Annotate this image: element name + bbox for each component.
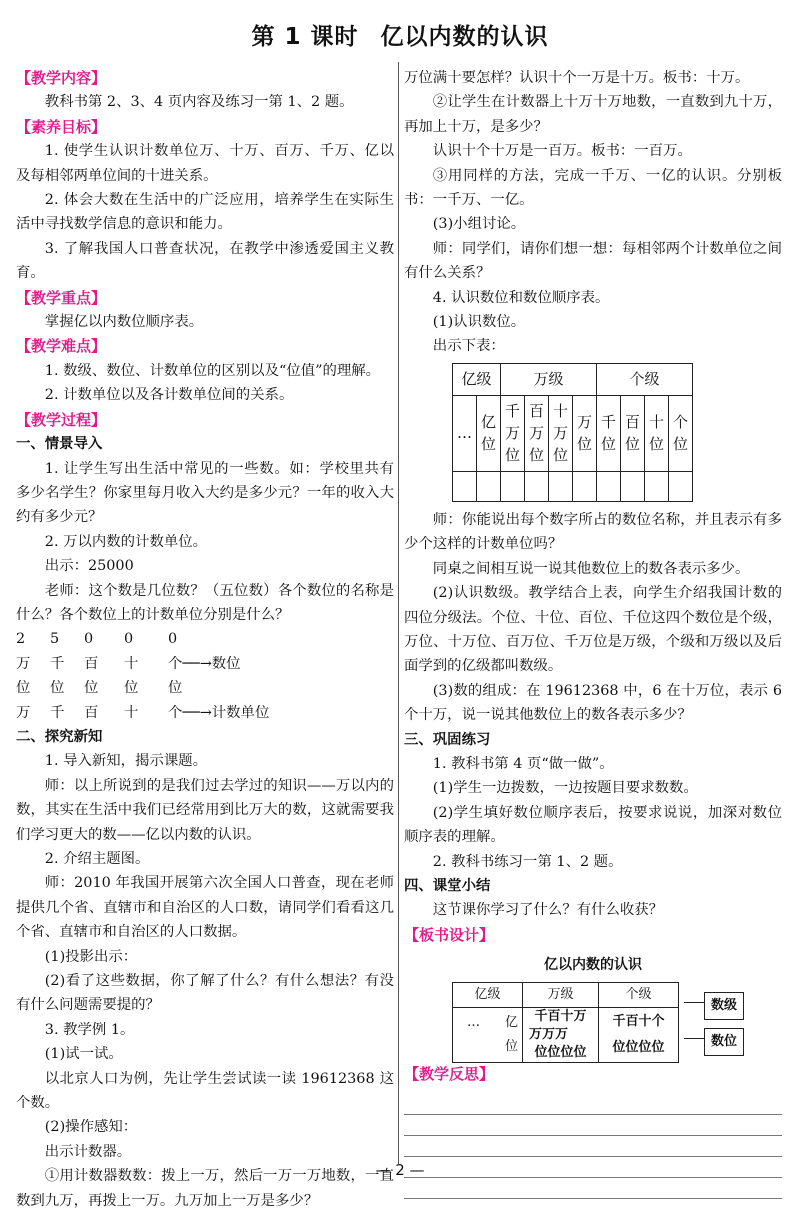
s1-para-2: 2. 万以内数的计数单位。	[44, 533, 208, 550]
blank-cell[interactable]	[501, 471, 525, 501]
s1-para-1: 1. 让学生写出生活中常见的一些数。如：学校里共有多少名学生？你家里每月收入大约是多少元？一年的收入大约有多少元？	[16, 460, 394, 526]
place-cell: 千 位	[597, 395, 621, 471]
board-design	[404, 982, 782, 1062]
unit-row: 万 千 百 十 个──→计数单位	[16, 704, 270, 721]
blank-cell[interactable]	[549, 471, 573, 501]
place-cell: 十 位	[645, 395, 669, 471]
r-para-1: 万位满十要怎样？认识十个一万是十万。板书：十万。	[404, 70, 750, 86]
blank-cell[interactable]	[525, 471, 549, 501]
s1-para-3: 出示：25000	[44, 558, 134, 575]
r-para-3: 认识十个十万是一百万。板书：一百万。	[432, 143, 692, 160]
writing-line[interactable]	[404, 1178, 782, 1199]
level-ge: 个级	[597, 363, 693, 395]
blank-cell[interactable]	[621, 471, 645, 501]
blank-cell[interactable]	[669, 471, 693, 501]
arrow-place	[684, 1038, 706, 1039]
r-para-11: 同桌之间相互说一说其他数位上的数各表示多少。	[432, 560, 750, 577]
heading-reflection: 【教学反思】	[404, 1064, 495, 1083]
r-para-4: ③用同样的方法，完成一千万、一亿的认识。分别板书：一千万、一亿。	[404, 167, 782, 209]
s2-para-7: 3. 教学例 1。	[44, 1021, 135, 1038]
r-para-8: (1)认识数位。	[432, 314, 526, 331]
column-divider	[398, 62, 399, 1164]
left-column	[16, 66, 394, 1213]
s2-para-3: 2. 介绍主题图。	[44, 851, 150, 867]
level-yi: 亿级	[453, 363, 501, 395]
r-para-9: 出示下表：	[432, 338, 505, 355]
r-para-5: (3)小组讨论。	[432, 216, 526, 233]
board-level-ge: 个级	[599, 982, 679, 1007]
s2-para-4: 师：2010 年我国开展第六次全国人口普查，现在老师提供几个省、直辖市和自治区的人口数，请同学们看看这几个省、直辖市和自治区的人口数据。	[16, 875, 394, 941]
board-ge-cell: 千百十个 位位位位	[599, 1008, 679, 1063]
teaching-content: 教科书第 2、3、4 页内容及练习一第 1、2 题。	[44, 94, 354, 111]
ellipsis-cell: …	[453, 395, 477, 471]
s2-para-2: 师：以上所说到的是我们过去学过的知识——万以内的数，其实在生活中我们已经常用到比万大的数，这就需要我们学习更大的数——亿以内数的认识。	[16, 777, 394, 843]
section-3-title: 三、巩固练习	[404, 731, 491, 748]
section-1-title: 一、情景导入	[16, 436, 103, 453]
right-column	[404, 66, 782, 1199]
s2-para-5: (1)投影出示：	[44, 948, 138, 965]
r-para-6: 师：同学们，请你们想一想：每相邻两个计数单位之间有什么关系？	[404, 240, 782, 282]
page-title	[0, 18, 800, 51]
digit-row: 2 5 0 0 0	[16, 631, 178, 648]
blank-cell[interactable]	[453, 471, 477, 501]
place-cell: 千 万 位	[501, 395, 525, 471]
blank-cell[interactable]	[597, 471, 621, 501]
s2-para-9: 以北京人口为例，先让学生尝试读一读 19612368 这个数。	[16, 1070, 394, 1112]
wei-row: 位 位 位 位 位	[16, 680, 183, 697]
heading-board-design: 【板书设计】	[404, 925, 495, 944]
heading-key-point: 【教学重点】	[16, 288, 107, 307]
board-wan-cell: 千百十万 万万万 位位位位	[523, 1008, 599, 1063]
s2-para-12: ①用计数器数数：拨上一万，然后一万一万地数，一直数到九万，再拨上一万。九万加上一万是多少？	[16, 1168, 394, 1209]
s2-para-10: (2)操作感知：	[44, 1119, 138, 1136]
label-level: 数级	[704, 992, 744, 1020]
label-place: 数位	[704, 1028, 744, 1056]
place-cell: 百 位	[621, 395, 645, 471]
r-para-12: (2)认识数级。教学结合上表，向学生介绍我国计数的四位分级法。个位、十位、百位、千位这四个数位是个级，万位、十万位、百万位、千万位是万级，个级和万级以及后面学到的亿级都叫数级。	[404, 585, 782, 675]
place-cell: 十 万 位	[549, 395, 573, 471]
lesson-topic: 亿以内数的认识	[380, 24, 549, 50]
heading-teaching-content: 【教学内容】	[16, 69, 107, 87]
difficulty-2: 2. 计数单位以及各计数单位间的关系。	[44, 387, 294, 404]
heading-process: 【教学过程】	[16, 410, 107, 429]
r-para-13: (3)数的组成：在 19612368 中，6 在十万位，表示 6 个十万，说一说其他数位上的数各表示多少？	[404, 682, 782, 724]
board-title: 亿以内数的认识	[544, 957, 642, 974]
s1-para-4: 老师：这个数是几位数？（五位数）各个数位的名称是什么？各个数位上的计数单位分别是什么？	[16, 582, 394, 623]
lesson-number: 第 1 课时	[251, 24, 359, 50]
r-para-10: 师：你能说出每个数字所占的数位名称，并且表示有多少个这样的计数单位吗？	[404, 511, 782, 553]
s2-para-8: (1)试一试。	[44, 1046, 123, 1063]
s2-para-6: (2)看了这些数据，你了解了什么？有什么想法？有没有什么问题需要提的？	[16, 973, 394, 1014]
goal-1: 1. 使学生认识计数单位万、十万、百万、千万、亿以及每相邻两单位间的十进关系。	[16, 143, 394, 184]
arrow-level	[684, 1002, 706, 1003]
s2-para-1: 1. 导入新知，揭示课题。	[44, 753, 208, 770]
writing-line[interactable]	[404, 1136, 782, 1157]
place-cell: 亿 位	[477, 395, 501, 471]
place-cell: 百 万 位	[525, 395, 549, 471]
r-para-15: (1)学生一边拨数，一边按题目要求数数。	[432, 780, 698, 797]
writing-line[interactable]	[404, 1115, 782, 1136]
r-para-16: (2)学生填好数位顺序表后，按要求说说，加深对数位顺序表的理解。	[404, 804, 782, 846]
board-level-yi: 亿级	[453, 982, 523, 1007]
board-table	[452, 982, 679, 1063]
place-value-table	[452, 363, 693, 502]
r-para-14: 1. 教科书第 4 页“做一做”。	[432, 755, 614, 772]
place-cell: 万 位	[573, 395, 597, 471]
goal-2: 2. 体会大数在生活中的广泛应用，培养学生在实际生活中寻找数学信息的意识和能力。	[16, 192, 394, 233]
r-para-2: ②让学生在计数器上十万十万地数，一直数到九十万，再加上十万，是多少？	[404, 94, 782, 135]
page-number: — 2 —	[375, 1161, 425, 1179]
blank-cell[interactable]	[645, 471, 669, 501]
section-4-title: 四、课堂小结	[404, 877, 491, 894]
section-2-title: 二、探究新知	[16, 728, 103, 745]
reflection-lines[interactable]	[404, 1094, 782, 1199]
r-para-7: 4. 认识数位和数位顺序表。	[432, 289, 610, 306]
heading-goals: 【素养目标】	[16, 117, 107, 136]
place-cell: 个 位	[669, 395, 693, 471]
board-level-wan: 万级	[523, 982, 599, 1007]
heading-difficulty: 【教学难点】	[16, 337, 107, 356]
r-para-17: 2. 教科书练习一第 1、2 题。	[432, 853, 623, 870]
blank-cell[interactable]	[573, 471, 597, 501]
board-yi-cell: … 亿 位	[453, 1008, 523, 1063]
place-name-row: 万 千 百 十 个──→数位	[16, 655, 241, 672]
s2-para-11: 出示计数器。	[44, 1143, 132, 1160]
level-wan: 万级	[501, 363, 597, 395]
goal-3: 3. 了解我国人口普查状况，在教学中渗透爱国主义教育。	[16, 240, 394, 282]
difficulty-1: 1. 数级、数位、计数单位的区别以及“位值”的理解。	[44, 362, 381, 379]
blank-cell[interactable]	[477, 471, 501, 501]
r-para-18: 这节课你学习了什么？有什么收获？	[432, 902, 664, 919]
key-point: 掌握亿以内数位顺序表。	[44, 314, 204, 331]
writing-line[interactable]	[404, 1094, 782, 1115]
